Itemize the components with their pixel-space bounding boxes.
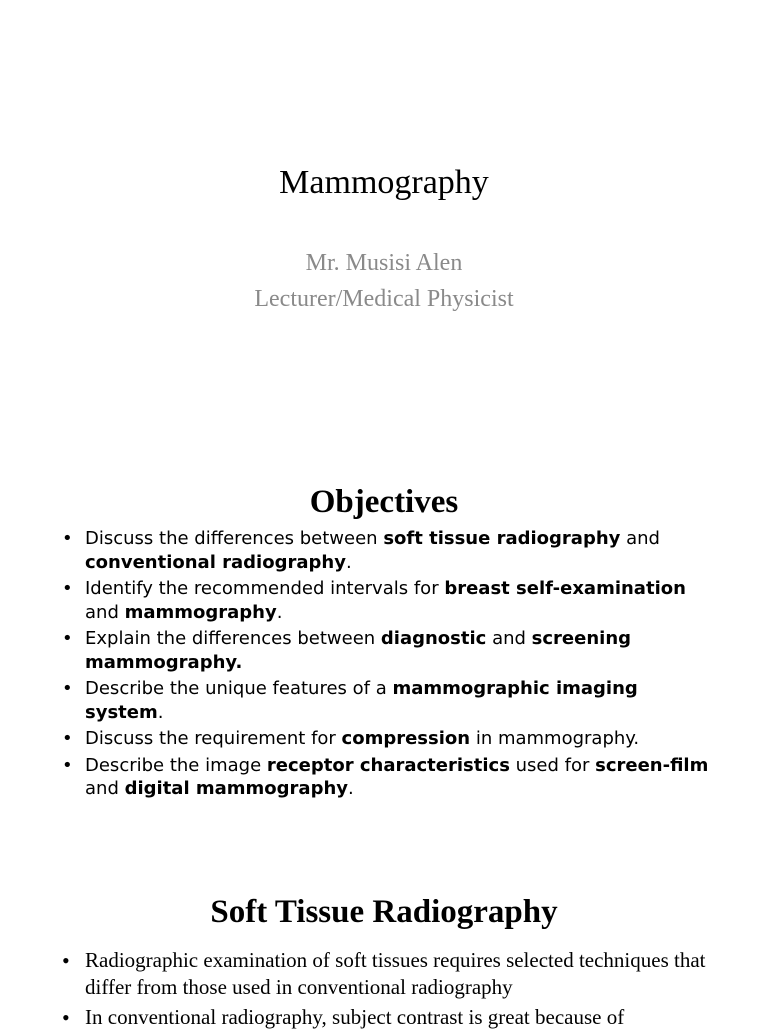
objective-item [62,577,712,624]
objective-text: . [276,601,283,623]
objective-text: Describe the image [85,754,267,776]
objective-text: Discuss the requirement for [85,728,342,749]
objective-text: . [345,551,352,573]
objective-keyword: receptor characteristics [266,754,510,776]
objective-keyword: breast self-examination [444,578,686,599]
bullet-icon: • [62,628,73,649]
bullet-icon: • [62,1005,70,1030]
soft-tissue-item [62,1004,712,1031]
objective-keyword: conventional radiography [85,551,346,573]
objective-text: and [486,628,532,649]
soft-tissue-heading: Soft Tissue Radiography [210,894,558,930]
soft-tissue-list [62,947,712,1034]
presenter-name: Mr. Musisi Alen [305,250,463,276]
presentation-title: Mammography [279,164,489,201]
objective-keyword: screening mammography. [85,628,632,673]
objective-keyword: mammographic imaging system [85,678,638,723]
objective-keyword: mammography [124,601,277,623]
objective-text: Identify the recommended intervals for [85,578,445,599]
objective-keyword: diagnostic [380,628,487,649]
objective-item [62,727,712,751]
objective-keyword: compression [341,728,471,749]
objective-text: and [620,528,660,549]
bullet-icon: • [62,578,73,599]
bullet-icon: • [62,728,73,749]
objectives-heading: Objectives [309,484,459,520]
objective-text: and [85,601,125,623]
objective-text: in mammography. [470,728,640,749]
objective-text: Discuss the differences between [85,528,384,549]
objective-item [62,754,712,801]
objective-text: . [157,701,164,723]
bullet-icon: • [62,678,73,699]
bullet-icon: • [62,528,73,549]
soft-tissue-text: Radiographic examination of soft tissues requires selected techniques that differ from those used in conventional radiography [85,948,706,999]
objective-text: and [85,778,125,799]
soft-tissue-text: In conventional radiography, subject contrast is great because of [85,1005,625,1029]
soft-tissue-item [62,947,712,1001]
soft-tissue-slide [0,860,768,1030]
presenter-role: Lecturer/Medical Physicist [254,286,514,312]
objective-item [62,527,712,574]
objectives-slide [0,440,768,840]
title-slide [0,0,768,440]
bullet-icon: • [62,948,70,973]
objective-text: Explain the differences between [85,628,381,649]
objective-keyword: digital mammography [124,778,349,799]
objective-text: . [348,778,354,799]
objective-text: Describe the unique features of a [85,678,393,699]
objective-keyword: soft tissue radiography [383,528,621,549]
objective-text: used for [509,754,596,776]
objectives-list [62,527,712,804]
objective-item [62,627,712,674]
bullet-icon: • [62,754,73,776]
objective-keyword: screen-film [595,754,709,776]
objective-item [62,677,712,724]
